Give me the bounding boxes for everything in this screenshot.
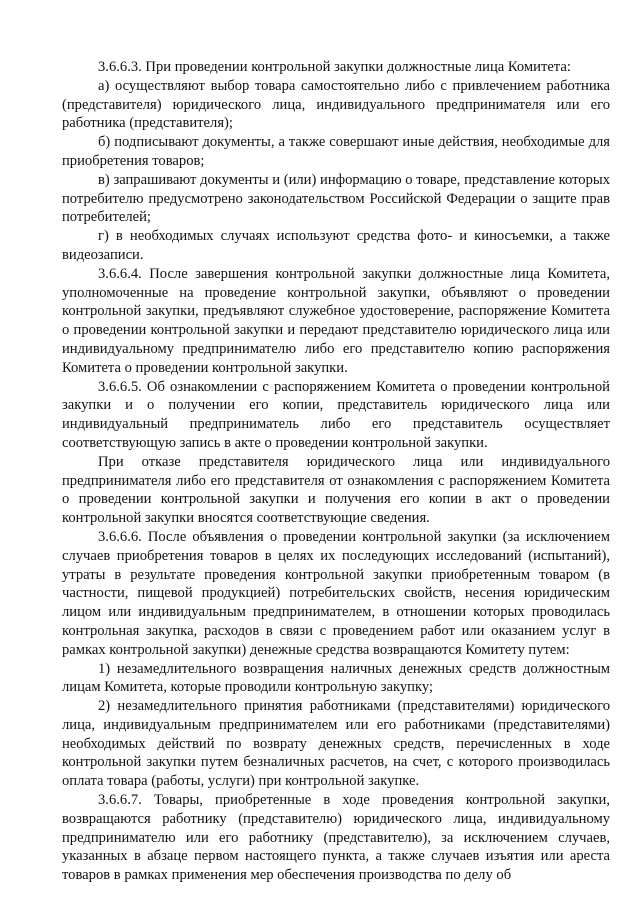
paragraph-3-6-6-4: 3.6.6.4. После завершения контрольной закупки должностные лица Комитета, уполномоченные на проведение контрольной закупки, объявляют о проведении контрольной закупки, предъявляют служебное удостоверение, распоряжение Комитета о проведении контрольной закупки и передают представителю юридического лица или индивидуальному предпринимателю либо его представителю копию распоряжения Комитета о проведении контрольной закупки. xyxy=(62,265,610,376)
paragraph-3-6-6-6: 3.6.6.6. После объявления о проведении контрольной закупки (за исключением случаев приобретения товаров в целях их последующих исследований (испытаний), утраты в результате проведения контрольной закупки приобретенным товаром (в частности, пищевой продукцией) потребительских свойств, несения юридическим лицом или индивидуальным предпринимателем, в отношении которых проводилась контрольная закупка, расходов в связи с проведением работ или оказанием услуг в рамках контрольной закупки) денежные средства возвращаются Комитету путем: xyxy=(62,528,610,658)
paragraph-item-g: г) в необходимых случаях используют средства фото- и киносъемки, а также видеозаписи. xyxy=(62,228,610,263)
paragraph-3-6-6-5: 3.6.6.5. Об ознакомлении с распоряжением Комитета о проведении контрольной закупки и о получении его копии, представитель юридического лица или индивидуальный предприниматель либо его представитель осуществляет соответствующую запись в акте о проведении контрольной закупки. xyxy=(62,378,610,451)
paragraph-item-1: 1) незамедлительного возвращения наличных денежных средств должностным лицам Комитета, которые проводили контрольную закупку; xyxy=(62,660,610,696)
paragraph-item-2: 2) незамедлительного принятия работниками (представителями) юридического лица, индивидуальным предпринимателем или его работниками (представителями) необходимых действий по возврату денежных средств, перечисленных в ходе контрольной закупки путем безналичных расчетов, на счет, с которого производилась оплата товара (работы, услуги) при контрольной закупке. xyxy=(62,698,610,790)
paragraph-refusal: При отказе представителя юридического лица или индивидуального предпринимателя либо его представителя от ознакомления с распоряжением Комитета о проведении контрольной закупки и получения его копии в акт о проведении контрольной закупки вносятся соответствующие сведения. xyxy=(62,453,610,527)
paragraph-item-a: а) осуществляют выбор товара самостоятельно либо с привлечением работника (представителя) юридического лица, индивидуального предпринимателя или его работника (представителя); xyxy=(62,77,610,132)
paragraph-3-6-6-7: 3.6.6.7. Товары, приобретенные в ходе проведения контрольной закупки, возвращаются работнику (представителю) юридического лица, индивидуальному предпринимателю или его работнику (представителю), за исключением случаев, указанных в абзаце первом настоящего пункта, а также случаев изъятия или ареста товаров в рамках применения мер обеспечения производства по делу об xyxy=(62,792,610,884)
paragraph-item-b: б) подписывают документы, а также совершают иные действия, необходимые для приобретения товаров; xyxy=(62,134,610,169)
paragraph-item-v: в) запрашивают документы и (или) информацию о товаре, представление которых потребителю предусмотрено законодательством Российской Федерации о защите прав потребителей; xyxy=(62,171,610,226)
paragraph-3-6-6-3: 3.6.6.3. При проведении контрольной закупки должностные лица Комитета: xyxy=(98,59,571,75)
document-page xyxy=(62,58,610,885)
